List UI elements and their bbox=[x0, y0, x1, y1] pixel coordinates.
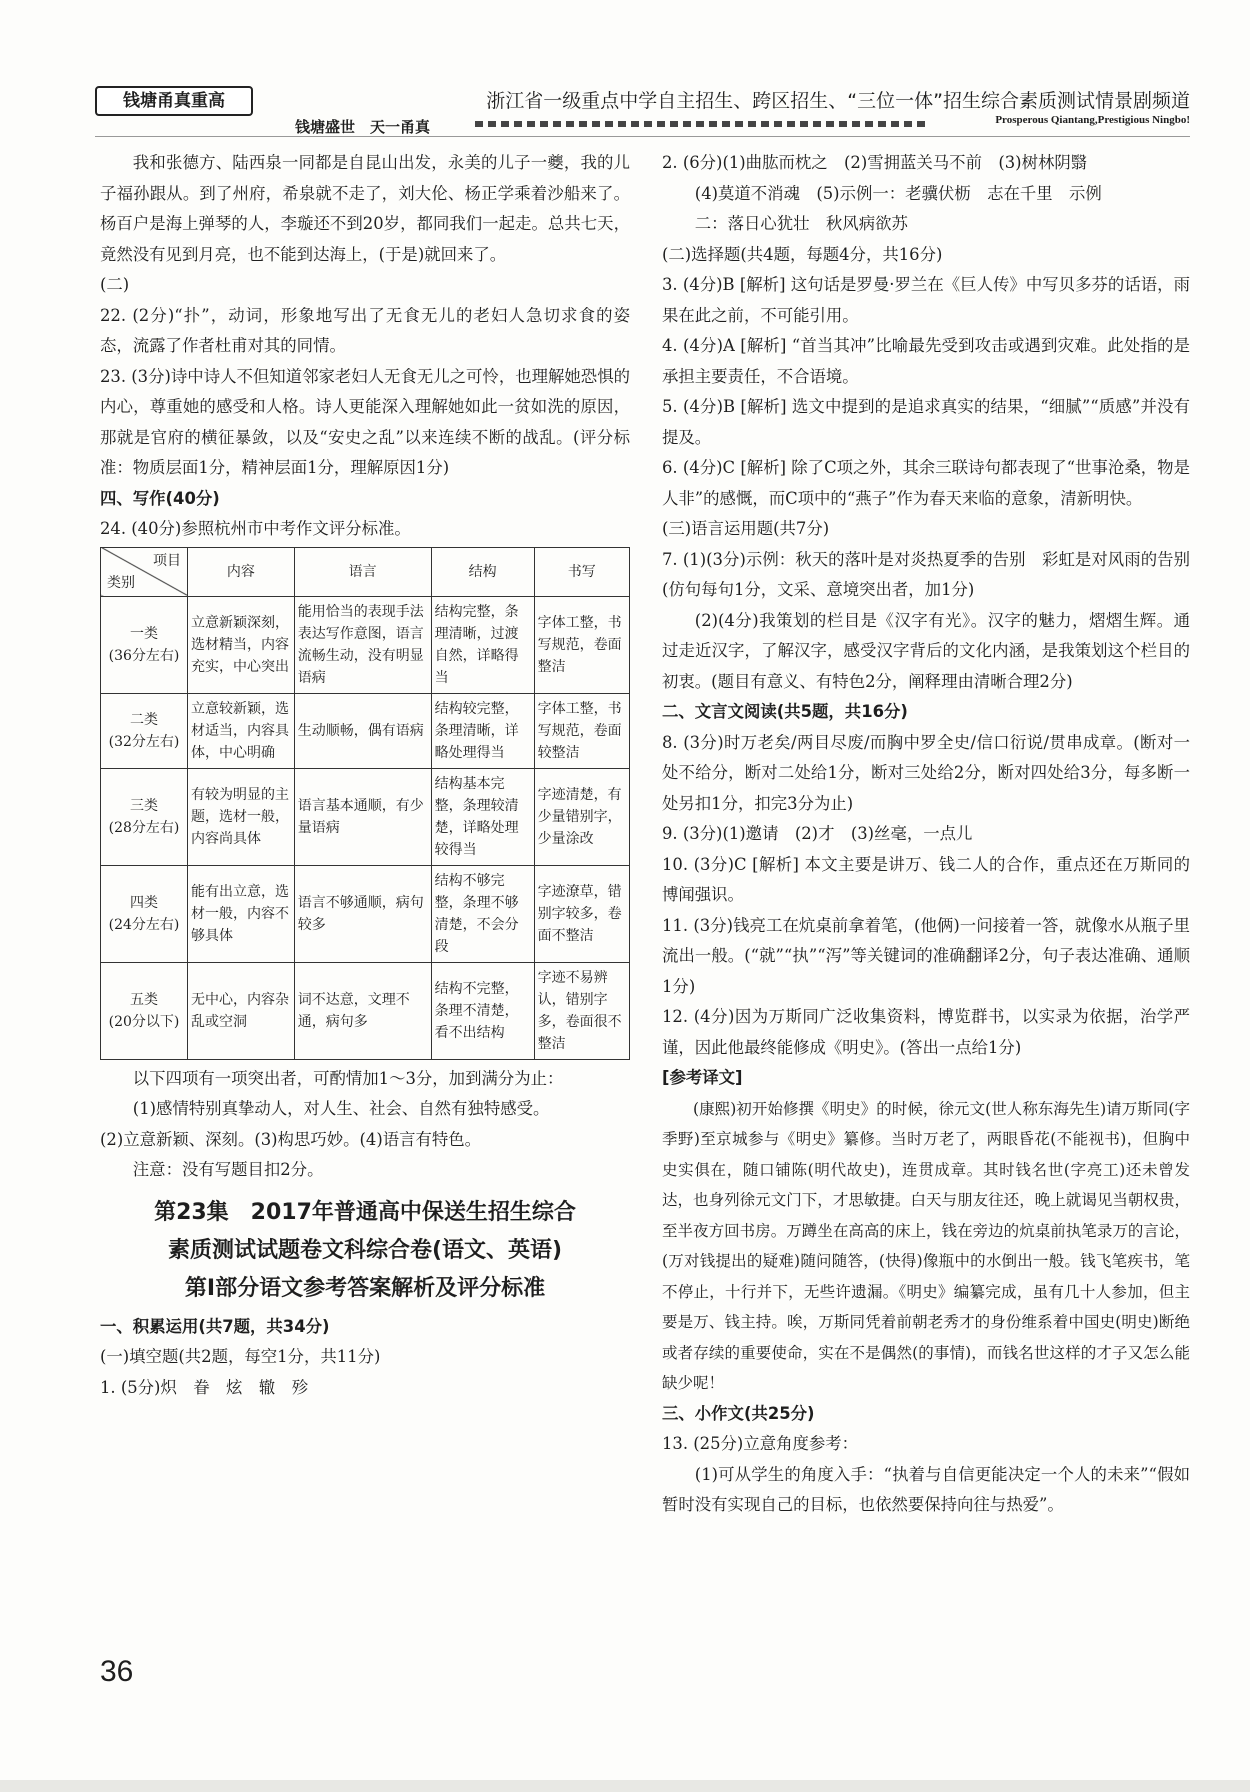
table-header: 书写 bbox=[534, 547, 629, 596]
table-header: 结构 bbox=[431, 547, 534, 596]
right-column bbox=[662, 148, 1190, 1521]
table-cell: 结构较完整，条理清晰，详略处理得当 bbox=[431, 693, 534, 768]
subsection-heading: (三)语言运用题(共7分) bbox=[662, 519, 830, 538]
table-cell: 语言不够通顺，病句较多 bbox=[294, 865, 431, 962]
answer-1: 1. (5分)炽 眷 炫 辙 殄 bbox=[100, 1377, 308, 1397]
bonus-item: (1)感情特别真挚动人，对人生、社会、自然有独特感受。 bbox=[132, 1099, 550, 1118]
table-row bbox=[101, 962, 630, 1059]
answer-7-1: 7. (1)(3分)示例：秋天的落叶是对炎热夏季的告别 彩虹是对风雨的告别(仿句每句1分，文采、意境突出者，加1分) bbox=[662, 549, 1190, 599]
section-heading: (二) bbox=[100, 275, 130, 294]
header-slogan: 钱塘盛世 天一甬真 bbox=[295, 118, 431, 136]
answer-7-2: (2)(4分)我策划的栏目是《汉字有光》。汉字的魅力，熠熠生辉。通过走近汉字，了解汉字，感受汉字背后的文化内涵，是我策划这个栏目的初衷。(题目有意义、有特色2分，阐释理由清晰合理2分) bbox=[662, 610, 1190, 691]
answer-11: 11. (3分)钱亮工在炕桌前拿着笔，(他俩)一问接着一答，就像水从瓶子里流出一般。(“就”“执”“泻”等关键词的准确翻译2分，句子表达准确、通顺1分) bbox=[662, 915, 1190, 996]
table-cell: 生动顺畅，偶有语病 bbox=[294, 693, 431, 768]
answer-2-cont: (4)莫道不消魂 (5)示例一：老骥伏枥 志在千里 示例 bbox=[694, 183, 1102, 203]
section-title: 第23集 2017年普通高中保送生招生综合 素质测试试题卷文科综合卷(语文、英语) 第Ⅰ部分语文参考答案解析及评分标准 bbox=[154, 1199, 576, 1301]
bonus-rule: 以下四项有一项突出者，可酌情加1～3分，加到满分为止： bbox=[132, 1068, 564, 1088]
table-cell: 结构基本完整，条理较清楚，详略处理较得当 bbox=[431, 768, 534, 865]
table-cell: 字体工整，书写规范，卷面较整洁 bbox=[534, 693, 629, 768]
answer-13: 13. (25分)立意角度参考： bbox=[662, 1434, 859, 1453]
table-cell-category: 五类 (20分以下) bbox=[101, 962, 188, 1059]
table-row bbox=[101, 768, 630, 865]
header-rule bbox=[95, 136, 1190, 137]
answer-2-cont: 二：落日心犹壮 秋风病欲苏 bbox=[694, 214, 908, 233]
table-row bbox=[101, 693, 630, 768]
table-header: 内容 bbox=[188, 547, 295, 596]
header-dash-rule bbox=[475, 121, 925, 127]
page-header bbox=[95, 86, 1190, 136]
table-cell-category: 一类 (36分左右) bbox=[101, 596, 188, 693]
page-bottom-strip bbox=[0, 1780, 1250, 1792]
table-cell: 字迹不易辨认，错别字多，卷面很不整洁 bbox=[534, 962, 629, 1059]
section-heading: 一、积累运用(共7题，共34分) bbox=[100, 1316, 330, 1336]
table-corner: 项目 类别 bbox=[101, 547, 188, 596]
table-cell: 字迹潦草，错别字较多，卷面不整洁 bbox=[534, 865, 629, 962]
table-cell: 结构不完整，条理不清楚，看不出结构 bbox=[431, 962, 534, 1059]
answer-23: 23. (3分)诗中诗人不但知道邻家老妇人无食无儿之可怜，也理解她恐惧的内心，尊重她的感受和人格。诗人更能深入理解她如此一贫如洗的原因，那就是官府的横征暴敛，以及“安史之乱”以来连续不断的战乱。(评分标准：物质层面1分，精神层面1分，理解原因1分) bbox=[100, 366, 630, 477]
table-cell-category: 三类 (28分左右) bbox=[101, 768, 188, 865]
answer-8: 8. (3分)时万老矣/两目尽废/而胸中罗全史/信口衍说/贯串成章。(断对一处不给分，断对二处给1分，断对三处给2分，断对四处给3分，每多断一处另扣1分，扣完3分为止) bbox=[662, 732, 1190, 813]
table-row bbox=[101, 596, 630, 693]
table-cell: 词不达意，文理不通，病句多 bbox=[294, 962, 431, 1059]
subsection-heading: (一)填空题(共2题，每空1分，共11分) bbox=[100, 1347, 381, 1366]
table-cell: 结构不够完整，条理不够清楚，不会分段 bbox=[431, 865, 534, 962]
table-cell: 字体工整，书写规范，卷面整洁 bbox=[534, 596, 629, 693]
answer-2: 2. (6分)(1)曲肱而枕之 (2)雪拥蓝关马不前 (3)树林阴翳 bbox=[662, 153, 1088, 172]
header-title: 浙江省一级重点中学自主招生、跨区招生、“三位一体”招生综合素质测试情景剧频道 bbox=[486, 90, 1190, 112]
scoring-table bbox=[100, 547, 630, 1060]
translation-ending: 我和张德方、陆西泉一同都是自昆山出发，永美的儿子一夔，我的儿子福孙跟从。到了州府，希泉就不走了，刘大伦、杨正学乘着沙船来了。杨百户是海上弹琴的人，李璇还不到20岁，都同我们一起走。总共七天，竟然没有见到月亮，也不能到达海上，(于是)就回来了。 bbox=[100, 153, 630, 264]
table-cell: 无中心，内容杂乱或空洞 bbox=[188, 962, 295, 1059]
table-cell: 结构完整，条理清晰，过渡自然，详略得当 bbox=[431, 596, 534, 693]
table-cell-category: 四类 (24分左右) bbox=[101, 865, 188, 962]
page-number: 36 bbox=[100, 1655, 134, 1688]
table-header: 语言 bbox=[294, 547, 431, 596]
note: 注意：没有写题目扣2分。 bbox=[132, 1160, 324, 1179]
header-english: Prosperous Qiantang,Prestigious Ningbo! bbox=[995, 114, 1190, 126]
table-cell: 语言基本通顺，有少量语病 bbox=[294, 768, 431, 865]
answer-13-1: (1)可从学生的角度入手：“执着与自信更能决定一个人的未来”“假如暂时没有实现自己的目标，也依然要保持向往与热爱”。 bbox=[662, 1464, 1190, 1514]
answer-6: 6. (4分)C [解析] 除了C项之外，其余三联诗句都表现了“世事沧桑，物是人非”的感慨，而C项中的“燕子”作为春天来临的意象，清新明快。 bbox=[662, 458, 1190, 508]
answer-24: 24. (40分)参照杭州市中考作文评分标准。 bbox=[100, 519, 411, 538]
answer-5: 5. (4分)B [解析] 选文中提到的是追求真实的结果，“细腻”“质感”并没有提及。 bbox=[662, 397, 1190, 447]
answer-4: 4. (4分)A [解析] “首当其冲”比喻最先受到攻击或遇到灾难。此处指的是承担主要责任，不合语境。 bbox=[662, 336, 1190, 386]
table-cell: 立意新颖深刻，选材精当，内容充实，中心突出 bbox=[188, 596, 295, 693]
answer-10: 10. (3分)C [解析] 本文主要是讲万、钱二人的合作，重点还在万斯同的博闻强识。 bbox=[662, 854, 1190, 904]
left-column bbox=[100, 148, 630, 1403]
answer-22: 22. (2分)“扑”，动词，形象地写出了无食无儿的老妇人急切求食的姿态，流露了作者杜甫对其的同情。 bbox=[100, 305, 630, 355]
section-heading: 四、写作(40分) bbox=[100, 488, 220, 508]
reference-translation: (康熙)初开始修撰《明史》的时候，徐元文(世人称东海先生)请万斯同(字季野)至京城参与《明史》纂修。当时万老了，两眼昏花(不能视书)，但胸中史实俱在，随口铺陈(明代故史)，连贯成章。其时钱名世(字亮工)还未曾发达，也身列徐元文门下，才思敏捷。白天与朋友往还，晚上就谒见当朝权贵，至半夜方回书房。万蹲坐在高高的床上，钱在旁边的炕桌前执笔录万的言论，(万对钱提出的疑难)随问随答，(快得)像瓶中的水倒出一般。钱飞笔疾书，笔不停止，十行并下，无些许遗漏。《明史》编纂完成，虽有几十人参加，但主要是万、钱主持。唉，万斯同凭着前朝老秀才的身份维系着中国史(明史)断绝或者存续的重要使命，实在不是偶然(的事情)，而钱名世这样的才子又怎么能缺少呢！ bbox=[662, 1099, 1190, 1392]
bonus-item: (2)立意新颖、深刻。(3)构思巧妙。(4)语言有特色。 bbox=[100, 1129, 482, 1149]
section-heading: 二、文言文阅读(共5题，共16分) bbox=[662, 702, 908, 721]
subsection-heading: (二)选择题(共4题，每题4分，共16分) bbox=[662, 244, 943, 264]
table-cell: 能用恰当的表现手法表达写作意图，语言流畅生动，没有明显语病 bbox=[294, 596, 431, 693]
table-cell: 字迹清楚，有少量错别字，少量涂改 bbox=[534, 768, 629, 865]
table-cell-category: 二类 (32分左右) bbox=[101, 693, 188, 768]
table-cell: 立意较新颖，选材适当，内容具体，中心明确 bbox=[188, 693, 295, 768]
brand-logo: 钱塘甬真重高 bbox=[95, 86, 253, 116]
section-heading: 三、小作文(共25分) bbox=[662, 1403, 815, 1423]
reference-translation-tag: [参考译文] bbox=[662, 1068, 743, 1087]
table-cell: 能有出立意，选材一般，内容不够具体 bbox=[188, 865, 295, 962]
table-row bbox=[101, 865, 630, 962]
answer-3: 3. (4分)B [解析] 这句话是罗曼·罗兰在《巨人传》中写贝多芬的话语，雨果在此之前，不可能引用。 bbox=[662, 275, 1190, 325]
table-cell: 有较为明显的主题，选材一般，内容尚具体 bbox=[188, 768, 295, 865]
answer-9: 9. (3分)(1)邀请 (2)才 (3)丝毫，一点儿 bbox=[662, 824, 973, 843]
table-header-row bbox=[101, 547, 630, 596]
answer-12: 12. (4分)因为万斯同广泛收集资料，博览群书，以实录为依据，治学严谨，因此他最终能修成《明史》。(答出一点给1分) bbox=[662, 1007, 1190, 1057]
